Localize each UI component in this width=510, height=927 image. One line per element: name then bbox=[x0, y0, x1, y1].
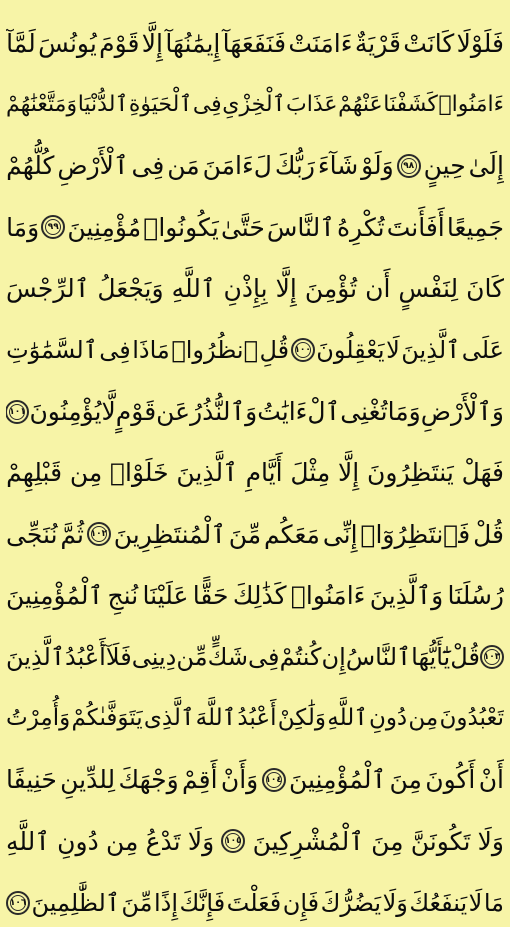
verse-word: كَانَ bbox=[466, 274, 504, 304]
verse-word: فَإِن bbox=[282, 888, 320, 917]
verse-word: ٱلظَّٰلِمِينَ bbox=[31, 888, 120, 917]
verse-word: أَعْبُدُ bbox=[237, 704, 277, 731]
ayah-number: ١٠٢ bbox=[90, 529, 108, 540]
verse-word: مَاذَا bbox=[132, 336, 170, 365]
verse-word: قَرْيَةٌ bbox=[354, 28, 401, 58]
verse-line bbox=[6, 313, 504, 374]
verse-line bbox=[6, 681, 504, 742]
verse-word: يَكُونُوا۟ bbox=[143, 212, 219, 242]
verse-word: وَلَوْ bbox=[361, 151, 394, 181]
verse-word: مِّنَ bbox=[228, 519, 262, 549]
verse-word: دِينِى bbox=[131, 643, 177, 672]
verse-word: وَجْهَكَ bbox=[118, 765, 179, 795]
verse-word: ٱلدُّنْيَا bbox=[77, 91, 129, 117]
verse-word: فِى bbox=[131, 151, 165, 181]
verse-word: وَٱلْأَرْضِ bbox=[420, 397, 504, 427]
verse-word: تُكْرِهُ bbox=[336, 212, 385, 242]
verse-word: مِنَ bbox=[389, 765, 422, 795]
verse-word: ٱلْءَايَٰتُ bbox=[257, 397, 341, 427]
verse-line bbox=[6, 743, 504, 804]
verse-line bbox=[6, 252, 504, 313]
verse-word: مَن bbox=[167, 151, 200, 181]
verse-word: وَٱلنُّذُرُ bbox=[190, 397, 258, 427]
verse-word: أَكُونَ bbox=[425, 765, 476, 795]
verse-word: ٱلَّذِينَ bbox=[6, 643, 65, 672]
verse-line bbox=[6, 6, 504, 67]
verse-word: قَبْلِهِمْ bbox=[6, 458, 63, 488]
ayah-number: ١٠٤ bbox=[265, 774, 282, 785]
verse-word: إِلَّا bbox=[338, 458, 360, 488]
verse-word: وَمَا bbox=[6, 212, 40, 242]
verse-word: وَٱلَّذِينَ bbox=[369, 581, 444, 611]
verse-word: قُلِ bbox=[259, 336, 290, 365]
verse-word: فَإِنَّكَ bbox=[179, 888, 226, 917]
verse-word: وَأُمِرْتُ bbox=[6, 704, 71, 731]
verse-word: ٱنظُرُوا۟ bbox=[171, 336, 258, 365]
verse-word: ءَامَنَتْ bbox=[288, 28, 353, 58]
verse-word: نُنجِ bbox=[107, 581, 139, 611]
ayah-number-marker bbox=[6, 400, 29, 424]
ayah-number: ٩٩ bbox=[47, 222, 59, 233]
verse-word: ٱلسَّمَٰوَٰتِ bbox=[6, 336, 98, 365]
verse-word: فَٱنتَظِرُوٓا۟ bbox=[360, 519, 471, 549]
verse-word: قَوْمَ bbox=[99, 28, 140, 58]
verse-word: مَا bbox=[483, 888, 504, 917]
verse-word: ٱلَّذِينَ bbox=[176, 458, 238, 488]
verse-word: فِى bbox=[99, 336, 131, 365]
verse-word: ءَامَنُوا۟ bbox=[438, 91, 504, 117]
verse-word: ٱلْأَرْضِ bbox=[57, 151, 129, 181]
verse-word: أَيَّامِ bbox=[245, 458, 283, 488]
verse-word: ءَامَنُوا۟ bbox=[290, 581, 366, 611]
verse-word: ٱللَّهِ bbox=[327, 704, 368, 731]
verse-word: مِثْلَ bbox=[290, 458, 331, 488]
ayah-number-marker bbox=[41, 215, 65, 239]
verse-word: ٱللَّهَ bbox=[195, 704, 237, 731]
verse-word: عَلَى bbox=[461, 336, 504, 365]
verse-line bbox=[6, 374, 504, 435]
ayah-number: ١٠١ bbox=[9, 406, 26, 417]
verse-word: تَعْبُدُونَ bbox=[439, 704, 504, 731]
verse-word: حَقًّا bbox=[192, 581, 229, 611]
verse-word: عَنْهُمْ bbox=[338, 91, 383, 117]
verse-word: جَمِيعًا bbox=[446, 212, 504, 242]
verse-word: تَكُونَنَّ bbox=[410, 826, 471, 856]
verse-word: قَوْمٍ bbox=[115, 397, 157, 427]
verse-word: وَمَا bbox=[387, 397, 421, 427]
verse-word: كَذَٰلِكَ bbox=[232, 581, 287, 611]
verse-word: مَعَكُم bbox=[264, 519, 320, 549]
verse-word: فِى bbox=[248, 643, 280, 672]
verse-word: بِإِذْنِ bbox=[223, 274, 268, 304]
verse-word: أَن bbox=[365, 274, 391, 304]
verse-word: عَلَيْنَا bbox=[142, 581, 189, 611]
verse-line bbox=[6, 804, 504, 865]
verse-word: يُونُسَ bbox=[38, 28, 97, 58]
ayah-number-marker bbox=[221, 829, 245, 853]
ayah-number-marker bbox=[480, 645, 504, 669]
verse-word: خَلَوْا۟ bbox=[110, 458, 169, 488]
verse-word: ٱللَّهِ bbox=[171, 274, 216, 304]
verse-word: كُنتُمْ bbox=[279, 643, 322, 672]
verse-word: مِّنَ bbox=[121, 888, 153, 917]
verse-word: عَذَابَ bbox=[286, 91, 338, 117]
verse-word: إِنِّى bbox=[322, 519, 358, 549]
verse-word: رَبُّكَ bbox=[274, 151, 315, 181]
verse-word: ٱلْمُؤْمِنِينَ bbox=[6, 581, 104, 611]
verse-word: فَهَلْ bbox=[461, 458, 504, 488]
verse-word: شَآءَ bbox=[317, 151, 359, 181]
verse-line bbox=[6, 129, 504, 190]
verse-word: حِينٍ bbox=[423, 151, 466, 181]
verse-word: لَا bbox=[386, 336, 400, 365]
verse-word: لِنَفْسٍ bbox=[398, 274, 459, 304]
verse-word: وَلَٰكِنْ bbox=[277, 704, 327, 731]
ayah-number-marker bbox=[262, 768, 286, 792]
verse-word: وَلَا bbox=[477, 826, 504, 856]
verse-word: ٱلْمُشْرِكِينَ bbox=[252, 826, 364, 856]
verse-word: يَعْقِلُونَ bbox=[316, 336, 385, 365]
verse-word: يَٰٓأَيُّهَا bbox=[411, 643, 451, 672]
verse-word: ٱلْمُؤْمِنِينَ bbox=[288, 765, 387, 795]
verse-word: يَنتَظِرُونَ bbox=[367, 458, 454, 488]
verse-word: يَنفَعُكَ bbox=[409, 888, 468, 917]
verse-word: فَلَآ bbox=[105, 643, 132, 672]
verse-word: تَدْعُ bbox=[145, 826, 181, 856]
verse-word: إِذًا bbox=[154, 888, 179, 917]
verse-word: لَا bbox=[468, 888, 483, 917]
verse-line bbox=[6, 559, 504, 620]
verse-word: إِلَّا bbox=[275, 274, 297, 304]
verse-word: ٱلْحَيَوٰةِ bbox=[128, 91, 193, 117]
verse-word: مِنَ bbox=[371, 826, 404, 856]
verse-word: مِن bbox=[69, 458, 103, 488]
verse-word: دُونِ bbox=[368, 704, 408, 731]
verse-word: يُؤْمِنُونَ bbox=[29, 397, 102, 427]
verse-word: أَقِمْ bbox=[181, 765, 218, 795]
verse-line bbox=[6, 865, 504, 926]
verse-word: حَتَّىٰ bbox=[220, 212, 265, 242]
verse-word: لَّا bbox=[101, 397, 116, 427]
verse-word: مُؤْمِنِينَ bbox=[67, 212, 142, 242]
verse-word: ٱللَّهِ bbox=[6, 826, 50, 856]
verse-word: وَلَا bbox=[187, 826, 215, 856]
ayah-number: ١٠٥ bbox=[225, 836, 242, 847]
verse-word: تُؤْمِنَ bbox=[304, 274, 358, 304]
verse-word: أَعْبُدُ bbox=[64, 643, 106, 672]
verse-word: فَلَوْلَا bbox=[456, 28, 504, 58]
verse-line bbox=[6, 620, 504, 681]
verse-word: أَفَأَنتَ bbox=[386, 212, 445, 242]
verse-line bbox=[6, 190, 504, 251]
verse-word: دُونِ bbox=[57, 826, 99, 856]
verse-line bbox=[6, 67, 504, 128]
verse-word: ٱلَّذِينَ bbox=[401, 336, 461, 365]
verse-word: ثُمَّ bbox=[60, 519, 85, 549]
verse-word: يَضُرُّكَ bbox=[320, 888, 382, 917]
verse-word: ٱلنَّاسَ bbox=[266, 212, 335, 242]
ayah-number: ١٠٣ bbox=[483, 652, 501, 663]
verse-word: وَيَجْعَلُ bbox=[97, 274, 164, 304]
verse-word: تُغْنِى bbox=[340, 397, 388, 427]
verse-word: شَكٍّ bbox=[207, 643, 248, 672]
verse-line bbox=[6, 436, 504, 497]
verse-word: إِلَّا bbox=[141, 28, 163, 58]
verse-word: قُلْ bbox=[450, 643, 480, 672]
ayah-number-marker bbox=[87, 522, 111, 546]
verse-word: ٱلرِّجْسَ bbox=[6, 274, 90, 304]
verse-word: وَلَا bbox=[382, 888, 408, 917]
verse-word: لَمَّآ bbox=[6, 28, 36, 58]
verse-word: رُسُلَنَا bbox=[447, 581, 504, 611]
verse-word: ٱلْخِزْىِ bbox=[222, 91, 286, 117]
verse-word: حَنِيفًا bbox=[6, 765, 57, 795]
verse-word: نُنَجِّى bbox=[6, 519, 58, 549]
ayah-number: ١٠٠ bbox=[294, 345, 311, 356]
verse-word: كُلُّهُمْ bbox=[6, 151, 55, 181]
verse-word: كَانَتْ bbox=[403, 28, 455, 58]
ayah-number-marker bbox=[6, 891, 30, 915]
verse-word: إِن bbox=[321, 643, 346, 672]
verse-word: مِّن bbox=[176, 643, 208, 672]
verse-word: كَشَفْنَا bbox=[383, 91, 438, 117]
verse-word: فَنَفَعَهَآ bbox=[222, 28, 287, 58]
verse-word: ٱلَّذِى bbox=[143, 704, 195, 731]
verse-word: فِى bbox=[192, 91, 222, 117]
verse-word: ٱلْمُنتَظِرِينَ bbox=[113, 519, 226, 549]
verse-word: فَعَلْتَ bbox=[226, 888, 282, 917]
ayah-number-marker bbox=[291, 338, 315, 362]
verse-word: أَنْ bbox=[478, 765, 504, 795]
verse-word: إِلَىٰ bbox=[468, 151, 504, 181]
verse-word: لِلدِّينِ bbox=[60, 765, 116, 795]
verse-word: إِيمَٰنُهَآ bbox=[165, 28, 221, 58]
verse-word: وَمَتَّعْنَٰهُمْ bbox=[6, 91, 78, 117]
verse-word: يَتَوَفَّىٰكُمْ bbox=[71, 704, 143, 731]
verse-word: مِن bbox=[408, 704, 439, 731]
ayah-number: ٩٨ bbox=[403, 160, 415, 171]
verse-word: قُلْ bbox=[473, 519, 504, 549]
verse-word: مِن bbox=[105, 826, 139, 856]
verse-line bbox=[6, 497, 504, 558]
verse-word: ٱلنَّاسُ bbox=[345, 643, 412, 672]
ayah-number: ١٠٦ bbox=[9, 897, 27, 908]
ayah-number-marker bbox=[397, 154, 421, 178]
verse-word: لَءَامَنَ bbox=[202, 151, 272, 181]
verse-word: وَأَنْ bbox=[220, 765, 259, 795]
verse-word: عَن bbox=[156, 397, 191, 427]
